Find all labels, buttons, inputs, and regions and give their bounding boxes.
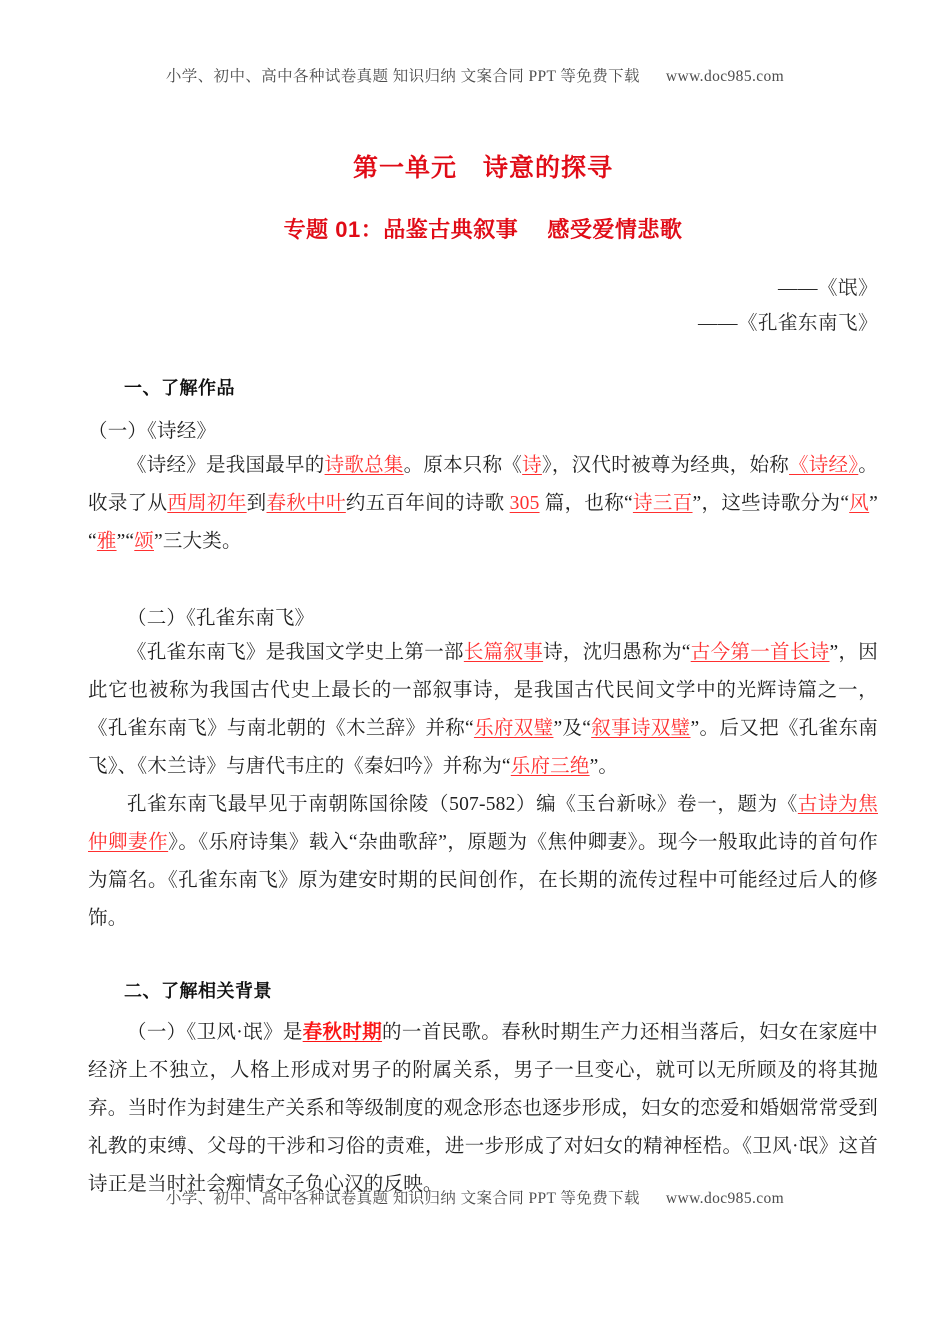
watermark-text: 小学、初中、高中各种试卷真题 知识归纳 文案合同 PPT 等免费下载 [165, 1190, 640, 1207]
text-run: 《孔雀东南飞》是我国文学史上第一部 [127, 642, 464, 663]
text-run: 。原本只称《 [403, 455, 523, 476]
highlight-305: 305 [509, 493, 540, 514]
text-run: 《诗经》是我国最早的 [127, 455, 325, 476]
text-run: 》。《乐府诗集》载入“杂曲歌辞”，原题为《焦仲卿妻》。现今一般取此诗的首句作为篇名。《孔雀东南飞》原为建安时期的民间创作，在长期的流传过程中可能经过后人的修饰。 [88, 832, 878, 929]
highlight-ya: 雅 [96, 531, 117, 552]
highlight-gushi-weijiao: 古诗为焦仲卿妻作 [88, 794, 878, 853]
section-heading-2: 二、了解相关背景 [124, 981, 272, 1001]
text-run: 诗，沈归愚称为“ [543, 642, 691, 663]
subsection-label-1-1: （一）《诗经》 [88, 421, 217, 442]
subsection-label-1-2: （二）《孔雀东南飞》 [127, 608, 315, 629]
highlight-yuefu-sanjue: 乐府三绝 [510, 756, 590, 777]
highlight-feng: 风 [849, 493, 870, 514]
highlight-shijing: 《诗经》 [789, 455, 859, 476]
paragraph-kongque-1 [88, 634, 878, 786]
watermark-url: www.doc985.com [665, 1190, 785, 1207]
watermark-header [0, 64, 950, 86]
highlight-gujin-diyi: 古今第一首长诗 [690, 642, 830, 663]
attribution-line-2: ——《孔雀东南飞》 [697, 313, 878, 334]
highlight-changpian-xushi: 长篇叙事 [463, 642, 544, 663]
text-run: 孔雀东南飞最早见于南朝陈国徐陵（507-582）编《玉台新咏》卷一，题为《 [127, 794, 798, 815]
highlight-xushishi-shuangbi: 叙事诗双璧 [591, 718, 691, 739]
paragraph-kongque-2 [88, 786, 878, 938]
watermark-text: 小学、初中、高中各种试卷真题 知识归纳 文案合同 PPT 等免费下载 [165, 68, 640, 85]
text-run: ”。 [589, 756, 619, 777]
highlight-song: 颂 [134, 531, 154, 552]
text-run: ”“ [88, 493, 878, 552]
text-run: 约五百年间的诗歌 [345, 493, 510, 514]
text-run: ”，这些诗歌分为“ [692, 493, 850, 514]
highlight-shi: 诗 [522, 455, 542, 476]
text-run: 。收录了从 [88, 455, 878, 514]
highlight-chunqiu-shiqi: 春秋时期 [302, 1022, 383, 1043]
watermark-footer [0, 1186, 950, 1208]
text-run: 篇，也称“ [539, 493, 633, 514]
text-run: 》，汉代时被尊为经典，始称 [541, 455, 790, 476]
highlight-xizhou-chunian: 西周初年 [167, 493, 247, 514]
highlight-chunqiu-zhongye: 春秋中叶 [266, 493, 346, 514]
text-run: ”及“ [553, 718, 592, 739]
paragraph-shijing [88, 447, 878, 561]
highlight-shige-zongji: 诗歌总集 [324, 455, 404, 476]
watermark-url: www.doc985.com [665, 68, 785, 85]
highlight-yuefu-shuangbi: 乐府双璧 [473, 718, 554, 739]
text-run: （一）《卫风·氓》是 [127, 1022, 303, 1043]
text-run: ”，因此它也被称为我国古代史上最长的一部叙事诗，是我国古代民间文学中的光辉诗篇之一，《孔雀东南飞》与南北朝的《木兰辞》并称“ [88, 642, 878, 739]
page-subtitle: 专题 01：品鉴古典叙事 感受爱情悲歌 [283, 217, 683, 242]
section-heading-1: 一、了解作品 [124, 378, 235, 398]
highlight-shisanbai: 诗三百 [632, 493, 693, 514]
text-run: ”三大类。 [153, 531, 242, 552]
text-run: 到 [246, 493, 267, 514]
text-run: ”“ [116, 531, 135, 552]
page-title: 第一单元 诗意的探寻 [352, 154, 613, 182]
attribution-line-1: ——《氓》 [777, 278, 878, 299]
paragraph-weifeng [88, 1014, 878, 1204]
text-run: 的一首民歌。春秋时期生产力还相当落后，妇女在家庭中经济上不独立，人格上形成对男子的附属关系，男子一旦变心，就可以无所顾及的将其抛弃。当时作为封建生产关系和等级制度的观念形态也逐步形成，妇女的恋爱和婚姻常常受到礼教的束缚、父母的干涉和习俗的责难，进一步形成了对妇女的精神桎梏。《卫风·氓》这首诗正是当时社会痴情女子负心汉的反映。 [88, 1022, 878, 1195]
text-run: ”。后又把《孔雀东南飞》、《木兰诗》与唐代韦庄的《秦妇吟》并称为“ [88, 718, 878, 777]
